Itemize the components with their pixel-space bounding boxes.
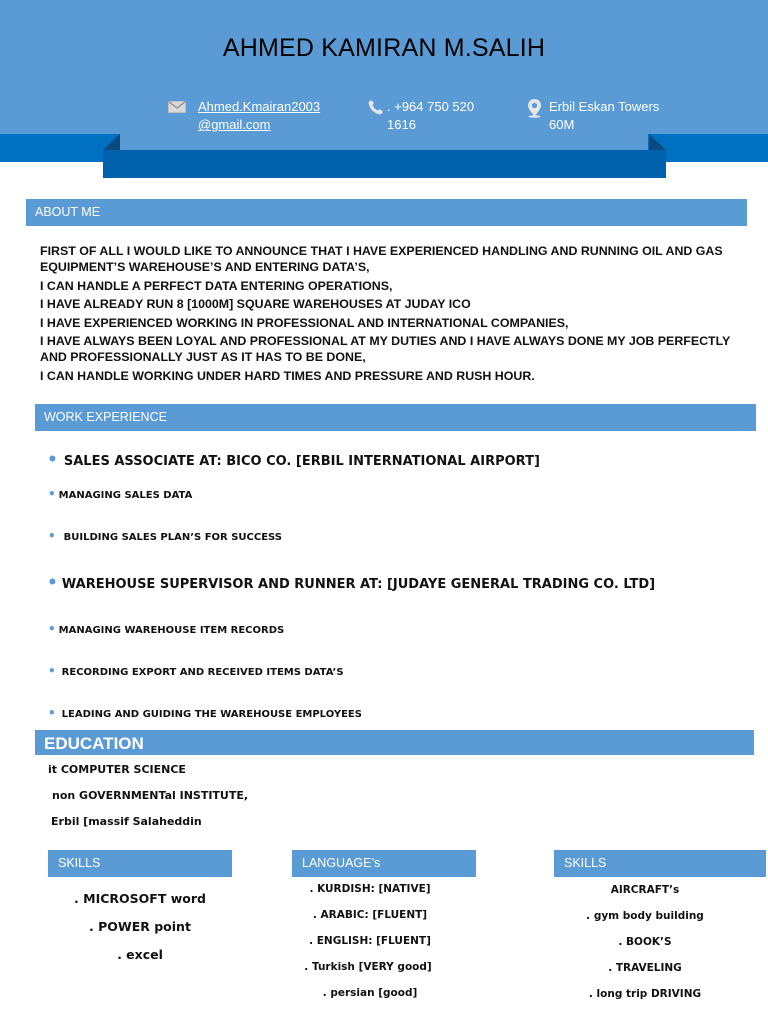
phone-icon xyxy=(368,99,384,115)
hobby-item: . BOOK’S xyxy=(618,936,672,948)
bullet-icon: • xyxy=(47,573,58,593)
skills2-title: SKILLS xyxy=(564,856,607,870)
job-title xyxy=(47,573,655,593)
header-band-right xyxy=(648,134,768,162)
about-text xyxy=(40,243,745,387)
task-text: MANAGING SALES DATA xyxy=(58,490,193,501)
skills-title: SKILLS xyxy=(58,856,101,870)
languages-section-bar xyxy=(292,850,476,877)
location-pin-icon xyxy=(526,98,543,118)
hobbies-section-bar xyxy=(554,850,766,877)
task-text: MANAGING WAREHOUSE ITEM RECORDS xyxy=(58,625,285,636)
job-task xyxy=(48,487,192,501)
phone-line-2: 1616 xyxy=(387,117,416,132)
hobby-item: . TRAVELING xyxy=(608,962,682,974)
job-title xyxy=(47,450,540,470)
language-item: . persian [good] xyxy=(322,987,418,999)
hobby-item: . gym body building xyxy=(586,910,704,922)
bullet-icon: • xyxy=(48,487,56,501)
about-line: I HAVE EXPERIENCED WORKING IN PROFESSIONAL AND INTERNATIONAL COMPANIES, xyxy=(40,315,569,330)
bullet-icon: • xyxy=(48,706,56,720)
envelope-icon xyxy=(168,101,186,113)
hobby-item: AIRCRAFT’s xyxy=(610,884,680,896)
address-line-1: Erbil Eskan Towers xyxy=(549,99,660,114)
about-line: I HAVE ALREADY RUN 8 [1000M] SQUARE WAREHOUSES AT JUDAY ICO xyxy=(40,297,471,312)
language-item: . ENGLISH: [FLUENT] xyxy=(309,935,431,947)
ribbon-fold-left xyxy=(103,134,120,150)
skills-section-bar xyxy=(48,850,232,877)
about-line: I HAVE ALWAYS BEEN LOYAL AND PROFESSIONAL AT MY DUTIES AND I HAVE ALWAYS DONE MY JOB PERFECTLY AND PROFESSIONALLY JUST AS IT HAS TO BE DONE, xyxy=(40,334,731,365)
education-line: Erbil [massif Salaheddin xyxy=(51,815,202,828)
about-title: ABOUT ME xyxy=(35,205,101,219)
job-2-title: WAREHOUSE SUPERVISOR AND RUNNER AT: [JUDAYE GENERAL TRADING CO. LTD] xyxy=(61,577,656,592)
language-item: . ARABIC: [FLUENT] xyxy=(312,909,428,921)
bullet-icon: • xyxy=(47,450,58,470)
hobby-item: . long trip DRIVING xyxy=(588,988,702,1000)
task-text: RECORDING EXPORT AND RECEIVED ITEMS DATA’S xyxy=(61,667,344,678)
ribbon-fold-right xyxy=(649,134,666,150)
about-line: I CAN HANDLE A PERFECT DATA ENTERING OPERATIONS, xyxy=(40,278,393,293)
bullet-icon: • xyxy=(48,664,56,678)
education-section-bar xyxy=(35,730,754,755)
candidate-name: AHMED KAMIRAN M.SALIH xyxy=(222,34,546,62)
skill-item: . MICROSOFT word xyxy=(74,891,206,906)
language-item: . KURDISH: [NATIVE] xyxy=(309,883,431,895)
education-title: EDUCATION xyxy=(44,734,144,753)
about-line: I CAN HANDLE WORKING UNDER HARD TIMES AND PRESSURE AND RUSH HOUR. xyxy=(40,368,535,383)
languages-title: LANGUAGE’s xyxy=(302,856,381,870)
skill-item: . POWER point xyxy=(89,919,191,934)
work-section-bar xyxy=(35,404,756,431)
education-line: non GOVERNMENTal INSTITUTE, xyxy=(52,789,249,802)
job-task xyxy=(48,622,284,636)
bullet-icon: • xyxy=(48,622,56,636)
language-item: . Turkish [VERY good] xyxy=(304,961,432,973)
task-text: LEADING AND GUIDING THE WAREHOUSE EMPLOYEES xyxy=(61,709,362,720)
header-band-left xyxy=(0,134,120,162)
job-1-title: SALES ASSOCIATE AT: BICO CO. [ERBIL INTERNATIONAL AIRPORT] xyxy=(63,454,540,469)
job-task xyxy=(48,664,344,678)
skill-item: . excel xyxy=(117,947,163,962)
email-line-1[interactable]: Ahmed.Kmairan2003 xyxy=(198,99,321,114)
header-ribbon xyxy=(103,150,666,178)
job-task xyxy=(48,706,362,720)
about-line: FIRST OF ALL I WOULD LIKE TO ANNOUNCE THAT I HAVE EXPERIENCED HANDLING AND RUNNING OIL AND GAS EQUIPMENT’S WAREHOUSE’S AND ENTERING DATA’S, xyxy=(40,244,723,274)
about-section-bar xyxy=(26,199,747,226)
job-task xyxy=(48,529,282,543)
education-line: it COMPUTER SCIENCE xyxy=(48,763,186,776)
work-title: WORK EXPERIENCE xyxy=(44,410,167,424)
bullet-icon: • xyxy=(48,529,56,543)
address-line-2: 60M xyxy=(549,117,575,132)
task-text: BUILDING SALES PLAN’S FOR SUCCESS xyxy=(63,532,283,543)
phone-line-1: . +964 750 520 xyxy=(387,99,475,114)
email-line-2[interactable]: @gmail.com xyxy=(198,117,271,132)
